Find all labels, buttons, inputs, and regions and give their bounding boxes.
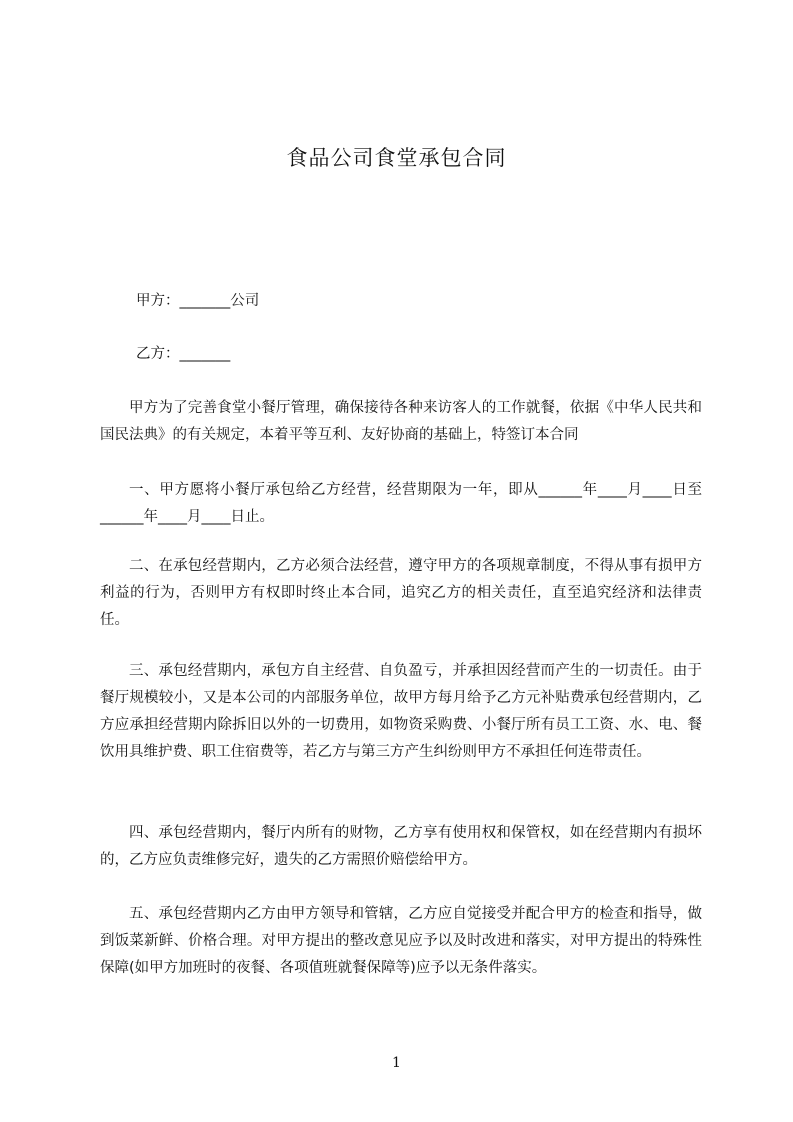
clause-4: 四、承包经营期内，餐厅内所有的财物，乙方享有使用权和保管权，如在经营期内有损坏的，乙方应负责维修完好，遗失的乙方需照价赔偿给甲方。	[100, 825, 702, 868]
party-a-line: 甲方：_______公司	[136, 293, 260, 309]
clause-5: 五、承包经营期内乙方由甲方领导和管辖，乙方应自觉接受并配合甲方的检查和指导，做到饭菜新鲜、价格合理。对甲方提出的整改意见应予以及时改进和落实，对甲方提出的特殊性保障(如甲方加班时的夜餐、各项值班就餐保障等)应予以无条件落实。	[100, 906, 702, 976]
page-number: 1	[392, 1055, 401, 1071]
document-title: 食品公司食堂承包合同	[286, 146, 507, 170]
clause-2: 二、在承包经营期内，乙方必须合法经营，遵守甲方的各项规章制度，不得从事有损甲方利益的行为，否则甲方有权即时终止本合同，追究乙方的相关责任，直至追究经济和法律责任。	[100, 558, 702, 628]
clause-3: 三、承包经营期内，承包方自主经营、自负盈亏，并承担因经营而产生的一切责任。由于餐厅规模较小，又是本公司的内部服务单位，故甲方每月给予乙方元补贴费承包经营期内，乙方应承担经营期内除拆旧以外的一切费用，如物资采购费、小餐厅所有员工工资、水、电、餐饮用具维护费、职工住宿费等，若乙方与第三方产生纠纷则甲方不承担任何连带责任。	[100, 663, 702, 760]
clause-1: 一、甲方愿将小餐厅承包给乙方经营，经营期限为一年，即从______年____月____日至______年____月____日止。	[100, 482, 702, 525]
preamble-paragraph: 甲方为了完善食堂小餐厅管理，确保接待各种来访客人的工作就餐，依据《中华人民共和国民法典》的有关规定，本着平等互利、友好协商的基础上，特签订本合同	[100, 400, 702, 443]
party-b-line: 乙方：_______	[136, 346, 231, 362]
